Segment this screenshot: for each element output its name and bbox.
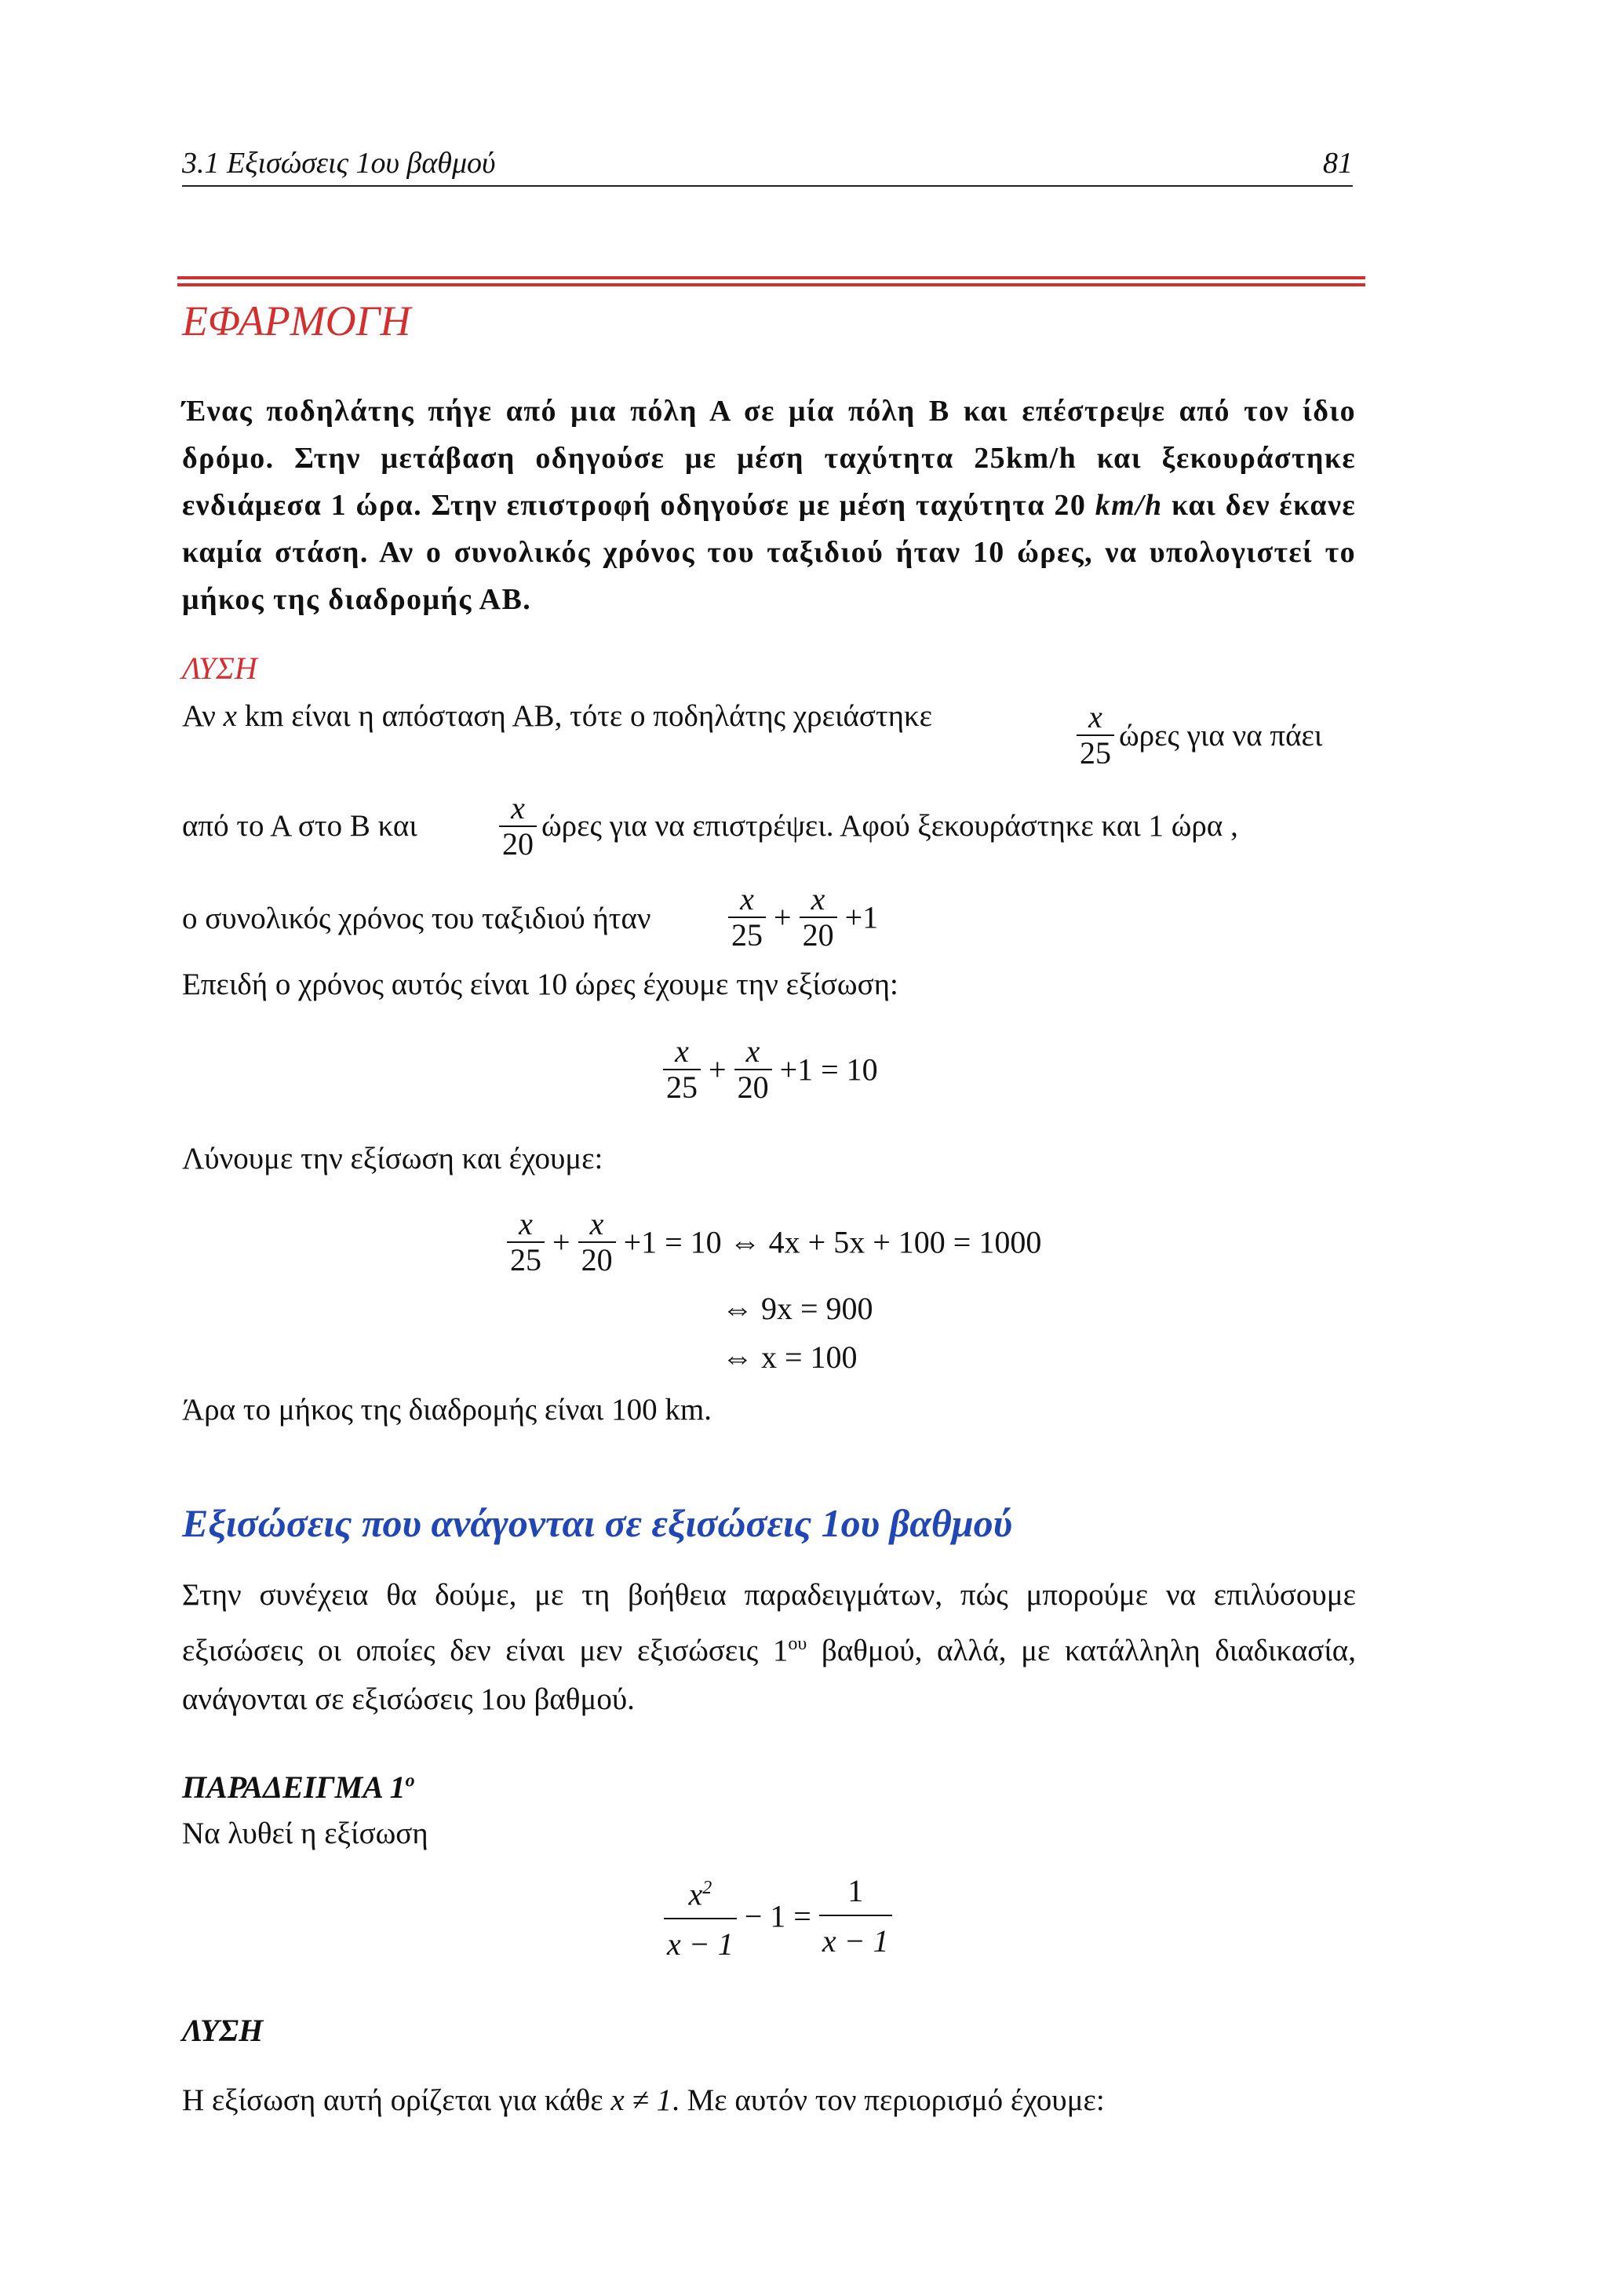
fraction-x-over-20: $\frac{x}{20}$ <box>499 791 537 862</box>
running-head <box>182 146 1353 187</box>
solution-step-2: ⇔ 9x = 900 <box>722 1291 873 1326</box>
example-1-solution-text: Η εξίσωση αυτή ορίζεται για κάθε x ≠ 1. Με αυτόν τον περιορισμό έχουμε: <box>182 2083 1105 2117</box>
running-head-title: 3.1 Εξισώσεις 1ου βαθμού <box>182 147 496 180</box>
solution-step-3: ⇔ x = 100 <box>722 1339 858 1375</box>
solution-line-3: ο συνολικός χρόνος του ταξιδιού ήταν <box>182 902 651 935</box>
red-rule-top <box>177 276 1365 279</box>
problem-text-1: Ένας ποδηλάτης πήγε από μια πόλη Α σε μία πόλη Β και επέστρεψε από τον ίδιο δρόμο. Στην μετάβαση οδηγούσε με μέση ταχύτητα 25km/h και ξεκουράστηκε ενδιάμεσα 1 ώρα. Στην επιστροφή οδηγούσε με μέση ταχύτητα 20 <box>182 395 1356 522</box>
conclusion: Άρα το μήκος της διαδρομής είναι 100 km. <box>182 1393 712 1427</box>
section-intro: Στην συνέχεια θα δούμε, με τη βοήθεια παραδειγμάτων, πώς μπορούμε να επιλύσουμε εξισώσεις οι οποίες δεν είναι μεν εξισώσεις $1^{o\upsilon}$ βαθμού, αλλά, με κατάλληλη διαδικασία, ανάγονται σε εξισώσεις 1ου βαθμού. <box>182 1578 1356 1716</box>
example-1-label: ΠΑΡΑΔΕΙΓΜΑ $1^o$ <box>182 1769 415 1805</box>
red-rule-bottom <box>177 283 1365 286</box>
line1-middle: km είναι η απόσταση ΑΒ, τότε ο ποδηλάτης χρειάστηκε <box>236 699 933 733</box>
problem-unit: km/h <box>1095 489 1163 522</box>
total-time-expression: $\frac{x}{25}$ + $\frac{x}{20}$ +1 <box>728 882 878 953</box>
problem-text-2: και δεν έκανε καμία στάση. Αν ο συνολικός χρόνος του ταξιδιού ήταν 10 ώρες, να υπολογιστεί το μήκος της διαδρομής ΑΒ. <box>182 489 1356 616</box>
solution-step-1: $\frac{x}{25}$ + $\frac{x}{20}$ +1 = 10 ⇔ 4x + 5x + 100 = 1000 <box>507 1207 1041 1277</box>
example-1-solution-label: ΛΥΣΗ <box>182 2013 264 2048</box>
variable-x: x <box>223 699 237 733</box>
solution-line-5: Λύνουμε την εξίσωση και έχουμε: <box>182 1142 603 1175</box>
section-heading: Εξισώσεις που ανάγονται σε εξισώσεις 1ου βαθμού <box>182 1501 1013 1545</box>
application-heading: ΕΦΑΡΜΟΓΗ <box>182 297 411 344</box>
solution-line-4: Επειδή ο χρόνος αυτός είναι 10 ώρες έχουμε την εξίσωση: <box>182 968 898 1001</box>
solution-label: ΛΥΣΗ <box>182 651 257 686</box>
example-1-prompt: Να λυθεί η εξίσωση <box>182 1817 428 1850</box>
problem-statement <box>182 388 1356 623</box>
fraction-x-over-25: $\frac{x}{25}$ <box>1077 700 1114 771</box>
equation-main: $\frac{x}{25}$ + $\frac{x}{20}$ +1 = 10 <box>663 1034 878 1105</box>
solution-line-2-end: ώρες για να επιστρέψει. Αφού ξεκουράστηκε και 1 ώρα , <box>541 809 1238 843</box>
line1-end: ώρες για να πάει <box>1119 719 1323 753</box>
page-number: 81 <box>1323 147 1353 180</box>
line1-start: Αν <box>182 699 224 733</box>
solution-line-2-start: από το Α στο Β και <box>182 809 417 843</box>
example-1-equation: $\frac{x^2}{x - 1}$ − 1 = $\frac{1}{x - 1}$ <box>664 1871 892 1962</box>
